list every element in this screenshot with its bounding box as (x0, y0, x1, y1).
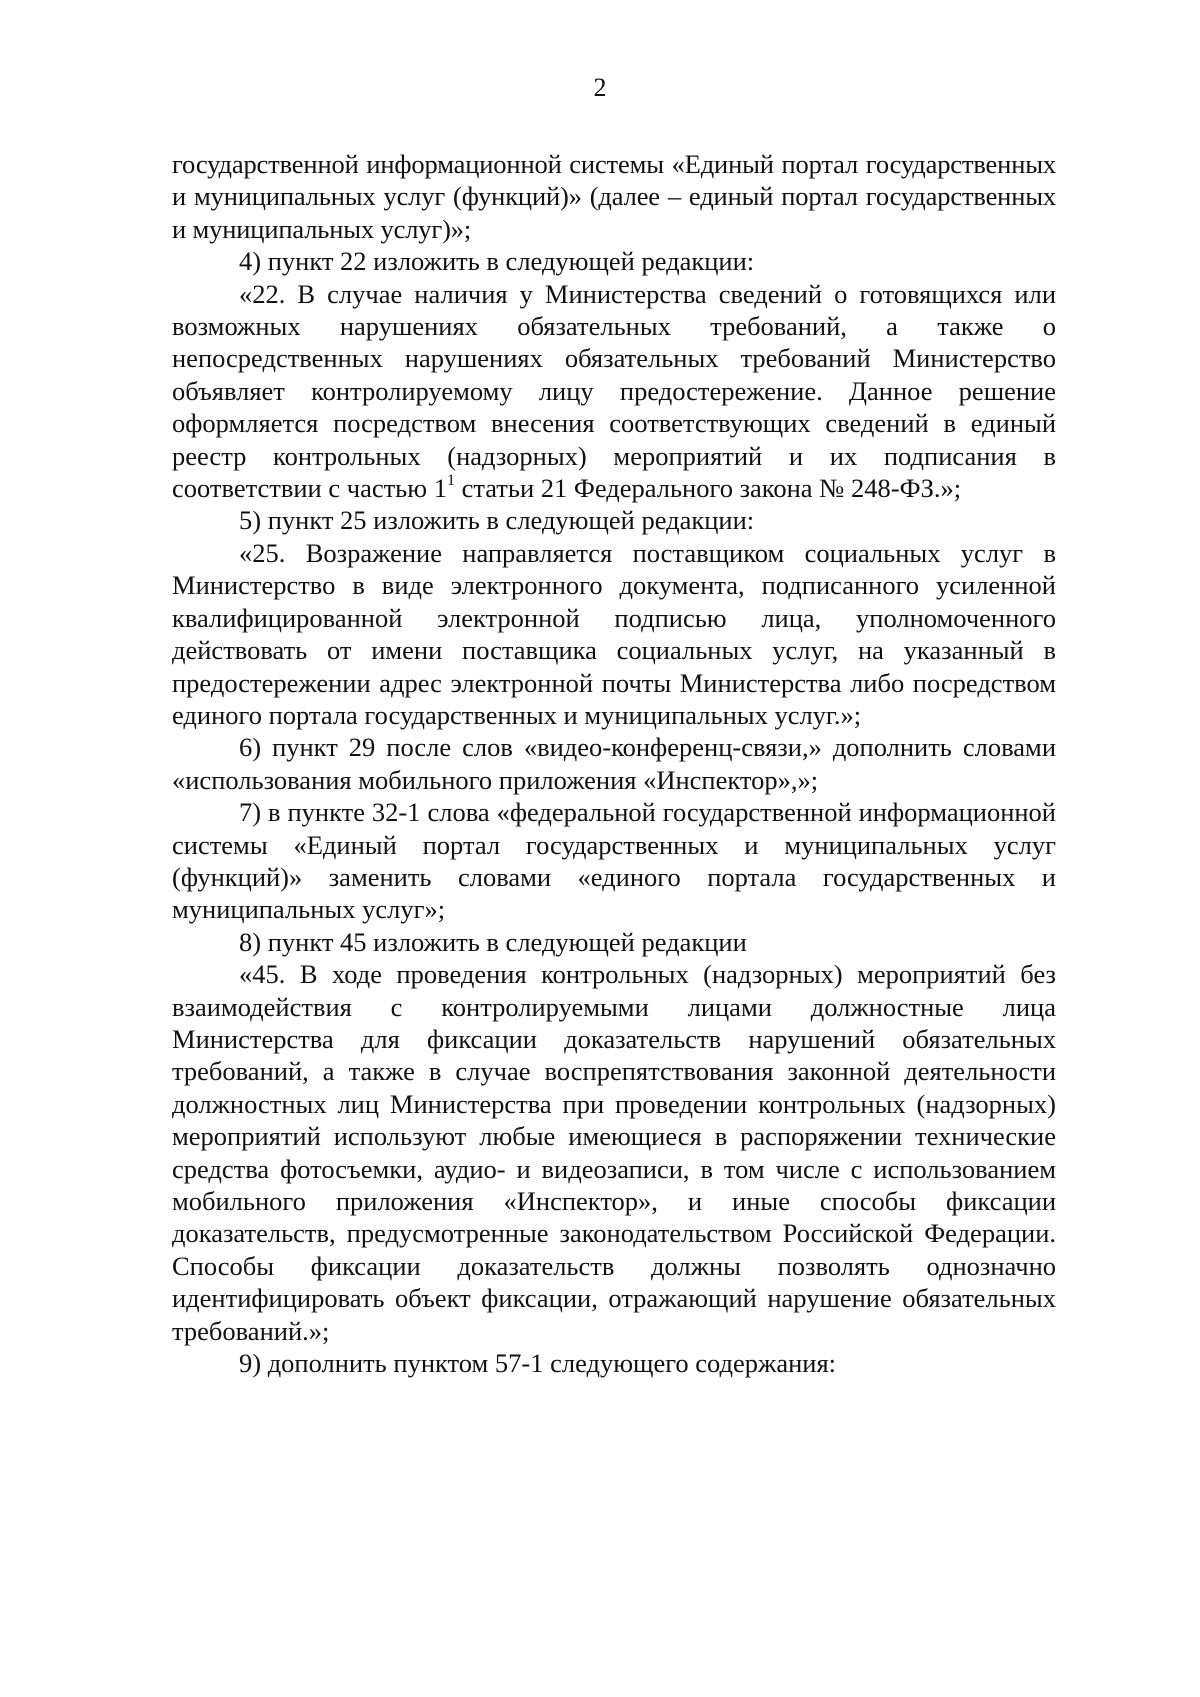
point-22-text: «22. В случае наличия у Министерства сведений о готовящихся или возможных нарушениях обязательных требований, а также о непосредственных нарушениях обязательных требований Министерство объявляет контролируемому лицу предостережение. Данное решение оформляется посредством внесения соответствующих сведений в единый реестр контрольных (надзорных) мероприятий и их подписания в соответствии с частью 1 (172, 278, 1056, 504)
point-22-text-end: статьи 21 Федерального закона № 248-ФЗ.»; (454, 473, 962, 504)
paragraph-item-4: 4) пункт 22 изложить в следующей редакции: (239, 246, 755, 277)
page-number: 2 (593, 73, 607, 102)
paragraph-item-8: 8) пункт 45 изложить в следующей редакции (239, 926, 747, 957)
paragraph-point-22 (172, 278, 1056, 505)
document-body (172, 148, 1056, 1379)
paragraph-item-7: 7) в пункте 32-1 слова «федеральной государственной информационной системы «Единый портал государственных и муниципальных услуг (функций)» заменить словами «единого портала государственных и муниципальных услуг»; (172, 797, 1056, 925)
paragraph-item-5: 5) пункт 25 изложить в следующей редакции: (239, 505, 755, 536)
paragraph-item-9: 9) дополнить пунктом 57-1 следующего содержания: (239, 1348, 837, 1379)
superscript-1: 1 (446, 472, 455, 490)
paragraph-continuation: государственной информационной системы «Единый портал государственных и муниципальных услуг (функций)» (далее – единый портал государственных и муниципальных услуг)»; (172, 149, 1056, 244)
paragraph-point-25: «25. Возражение направляется поставщиком социальных услуг в Министерство в виде электронного документа, подписанного усиленной квалифицированной электронной подписью лица, уполномоченного действовать от имени поставщика социальных услуг, на указанный в предостережении адрес электронной почты Министерства либо посредством единого портала государственных и муниципальных услуг.»; (172, 537, 1056, 730)
paragraph-point-45: «45. В ходе проведения контрольных (надзорных) мероприятий без взаимодействия с контролируемыми лицами должностные лица Министерства для фиксации доказательств нарушений обязательных требований, а также в случае воспрепятствования законной деятельности должностных лиц Министерства при проведении контрольных (надзорных) мероприятий используют любые имеющиеся в распоряжении технические средства фотосъемки, аудио- и видеозаписи, в том числе с использованием мобильного приложения «Инспектор», и иные способы фиксации доказательств, предусмотренные законодательством Российской Федерации. Способы фиксации доказательств должны позволять однозначно идентифицировать объект фиксации, отражающий нарушение обязательных требований.»; (172, 959, 1056, 1346)
paragraph-item-6: 6) пункт 29 после слов «видео-конференц-связи,» дополнить словами «использования мобильного приложения «Инспектор»,»; (172, 732, 1056, 795)
